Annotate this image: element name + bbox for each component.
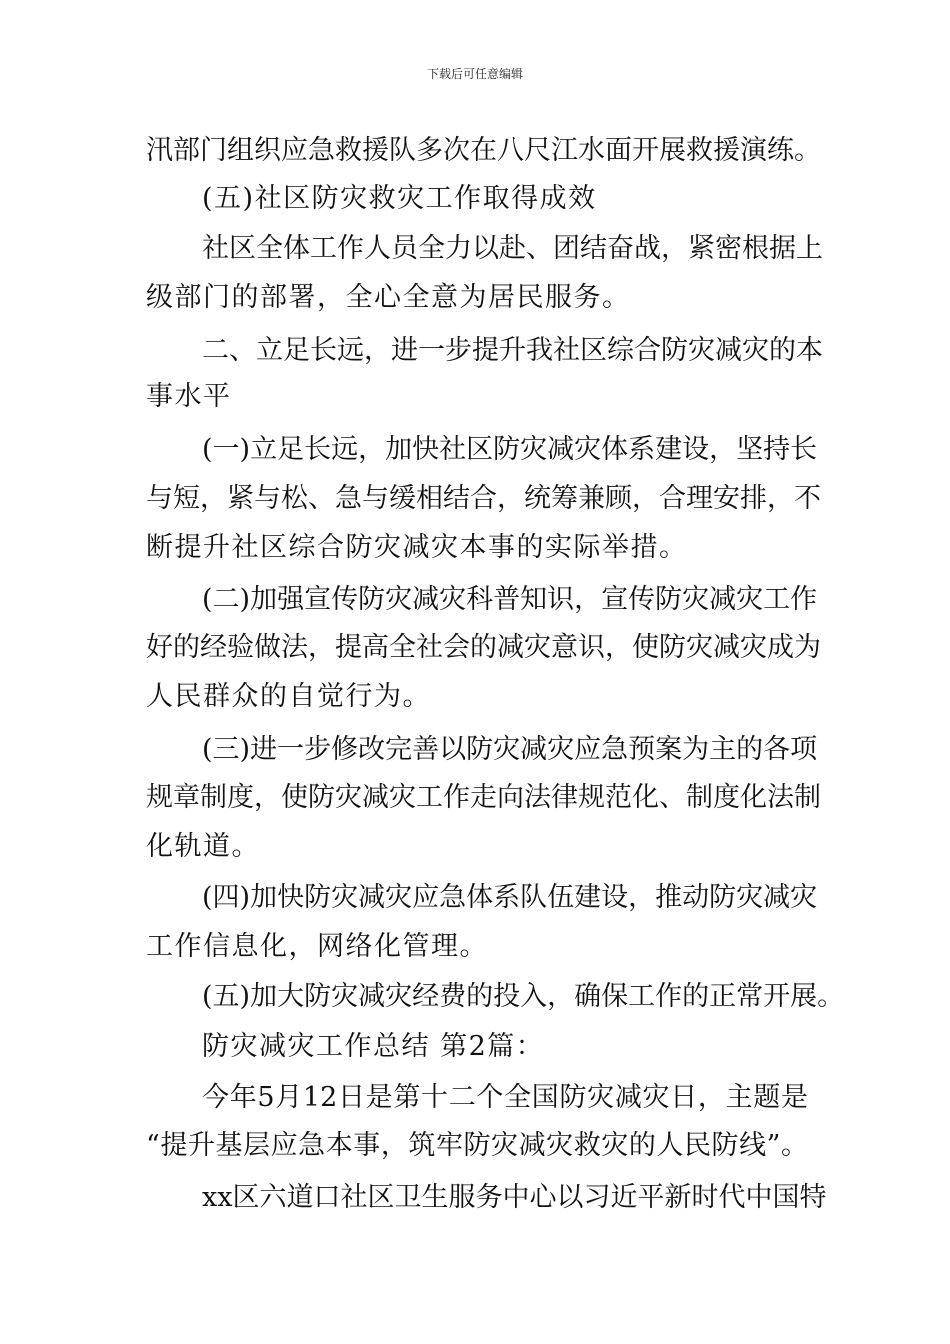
paragraph-line: 汛部门组织应急救援队多次在八尺江水面开展救援演练。 <box>146 135 821 166</box>
paragraph-line: 今年5月12日是第十二个全国防灾减灾日，主题是 <box>202 1082 808 1113</box>
section-heading: 事水平 <box>146 381 232 412</box>
paragraph-line: 与短，紧与松、急与缓相结合，统筹兼顾，合理安排，不 <box>146 483 821 514</box>
paragraph-line: (五)加大防灾减灾经费的投入，确保工作的正常开展。 <box>202 981 845 1012</box>
paragraph-line: (三)进一步修改完善以防灾减灾应急预案为主的各项 <box>202 734 818 765</box>
paragraph-line: (一)立足长远，加快社区防灾减灾体系建设，坚持长 <box>202 434 818 465</box>
paragraph-line: 化轨道。 <box>146 831 260 862</box>
paragraph-line: 工作信息化，网络化管理。 <box>146 931 488 962</box>
page-header: 下载后可任意编辑 <box>426 67 523 81</box>
paragraph-line: (二)加强宣传防灾减灾科普知识，宣传防灾减灾工作 <box>202 584 818 615</box>
article-title: 防灾减灾工作总结 第2篇： <box>202 1031 545 1062</box>
paragraph-line: 人民群众的自觉行为。 <box>146 681 431 712</box>
paragraph-line: 好的经验做法，提高全社会的减灾意识，使防灾减灾成为 <box>146 632 821 663</box>
paragraph-line: xx区六道口社区卫生服务中心以习近平新时代中国特 <box>202 1182 827 1213</box>
paragraph-line: “提升基层应急本事，筑牢防灾减灾救灾的人民防线”。 <box>146 1130 808 1161</box>
paragraph-line: 社区全体工作人员全力以赴、团结奋战，紧密根据上 <box>202 233 823 264</box>
paragraph-line: 规章制度，使防灾减灾工作走向法律规范化、制度化法制 <box>146 782 821 813</box>
paragraph-line: (四)加快防灾减灾应急体系队伍建设，推动防灾减灾 <box>202 882 818 913</box>
paragraph-line: 级部门的部署，全心全意为居民服务。 <box>146 282 631 313</box>
paragraph-line: 断提升社区综合防灾减灾本事的实际举措。 <box>146 532 688 563</box>
section-heading: (五)社区防灾救灾工作取得成效 <box>202 183 597 214</box>
section-heading: 二、立足长远，进一步提升我社区综合防灾减灾的本 <box>202 335 823 366</box>
